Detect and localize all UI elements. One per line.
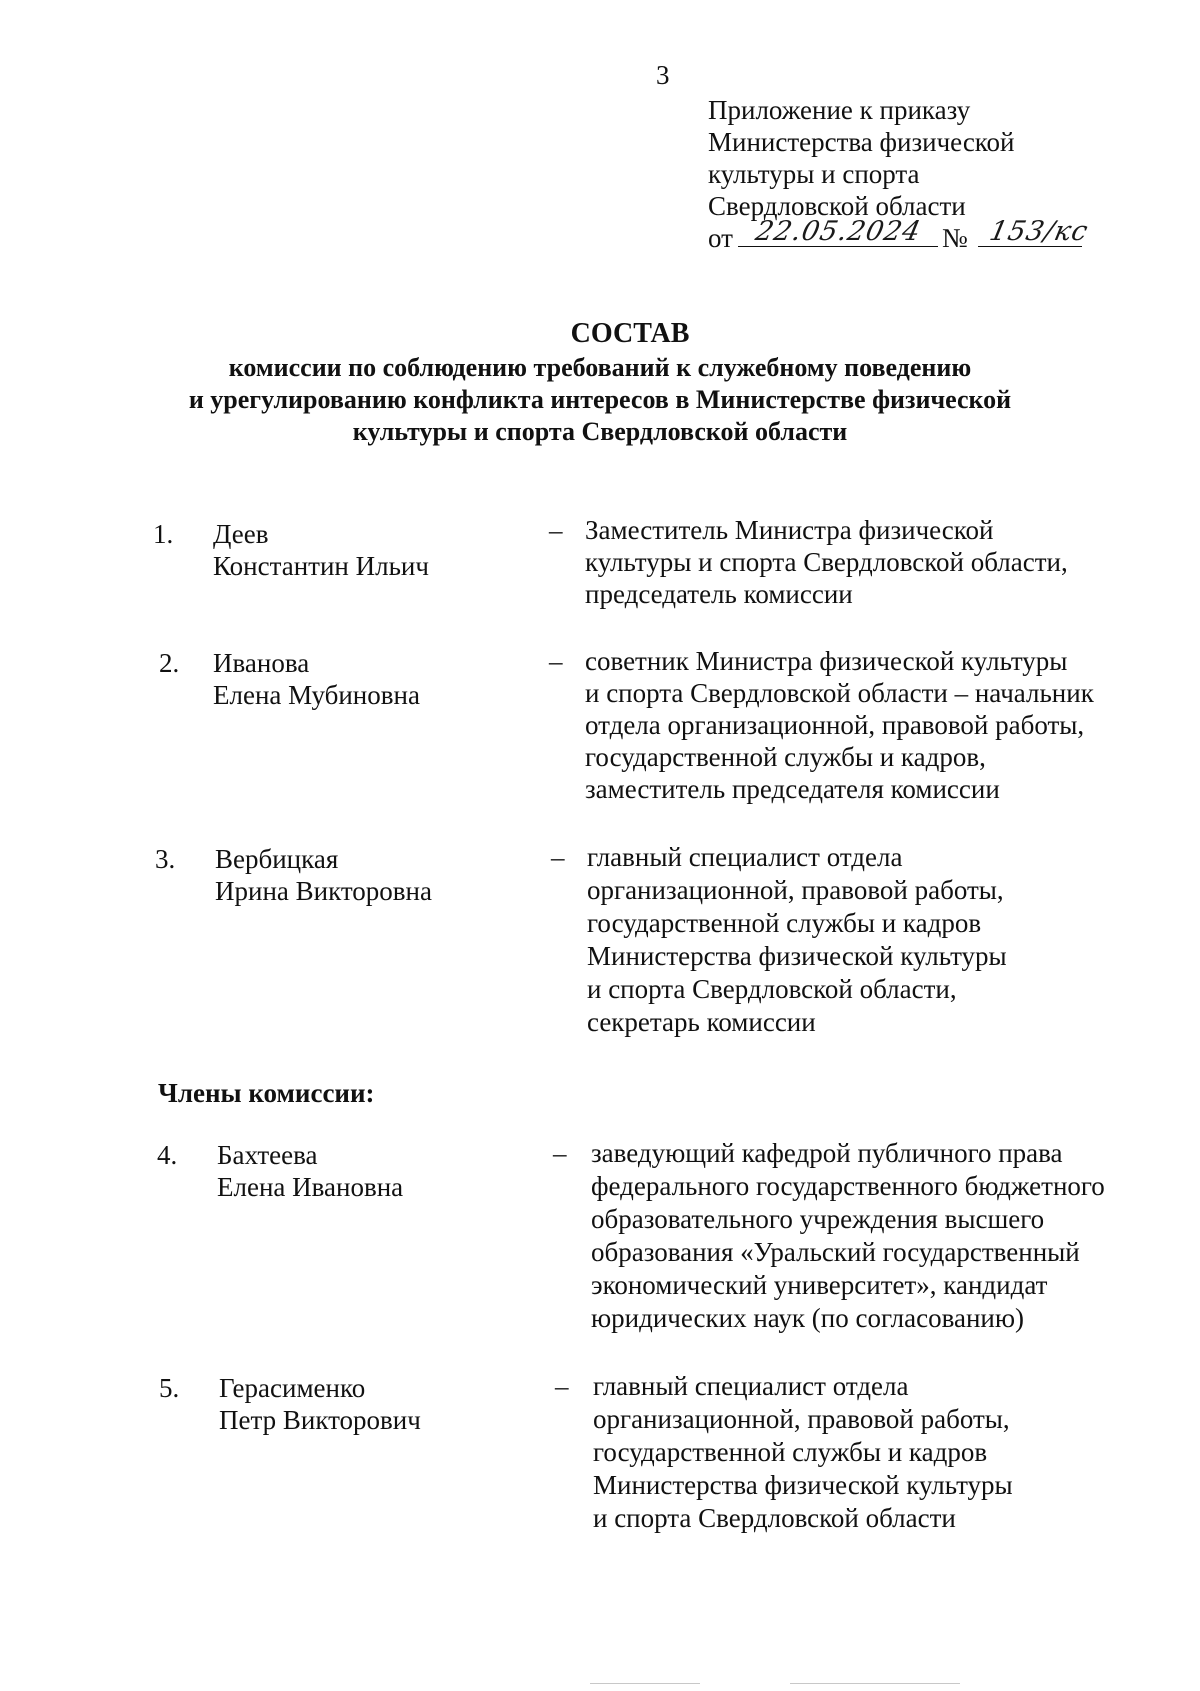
title-subtitle-line: и урегулированию конфликта интересов в Министерстве физической xyxy=(188,385,1012,414)
entry-surname: Герасименко xyxy=(219,1373,366,1403)
entry-role-line: организационной, правовой работы, xyxy=(593,1404,1010,1434)
entry-role-line: культуры и спорта Свердловской области, xyxy=(585,547,1068,577)
entry-role-line: Министерства физической культуры xyxy=(587,941,1007,971)
entry-number: 2. xyxy=(159,648,180,678)
entry-role-line: председатель комиссии xyxy=(585,579,853,609)
title-main: СОСТАВ xyxy=(570,318,690,349)
entry-role-line: образовательного учреждения высшего xyxy=(591,1204,1045,1234)
title-subtitle-line: культуры и спорта Свердловской области xyxy=(352,417,848,446)
entry-number: 4. xyxy=(157,1140,178,1170)
order-number-handwritten: 153/кс xyxy=(986,216,1092,247)
entry-surname: Деев xyxy=(213,519,269,549)
appendix-line: культуры и спорта xyxy=(708,159,920,189)
entry-role-line: федерального государственного бюджетного xyxy=(591,1171,1105,1201)
entry-role-line: и спорта Свердловской области xyxy=(593,1503,956,1533)
entry-role-line: организационной, правовой работы, xyxy=(587,875,1004,905)
entry-role-line: государственной службы и кадров xyxy=(593,1437,988,1467)
entry-dash: – xyxy=(555,1371,569,1401)
entry-role-line: Министерства физической культуры xyxy=(593,1470,1013,1500)
entry-role-line: государственной службы и кадров, xyxy=(585,742,986,772)
page-number: 3 xyxy=(656,60,670,90)
entry-number: 1. xyxy=(153,519,174,549)
entry-role-line: и спорта Свердловской области – начальник xyxy=(585,678,1094,708)
appendix-block xyxy=(708,94,1092,254)
scan-artifact-line xyxy=(590,1683,700,1684)
appendix-line: Приложение к приказу xyxy=(708,95,971,125)
entry-role-line: государственной службы и кадров xyxy=(587,908,982,938)
entry-role-line: заместитель председателя комиссии xyxy=(585,774,1000,804)
order-reference-line xyxy=(708,216,1092,254)
members-heading: Члены комиссии: xyxy=(158,1078,375,1108)
entry-role-line: главный специалист отдела xyxy=(587,842,903,872)
entry-dash: – xyxy=(549,646,563,676)
entry-dash: – xyxy=(551,842,565,872)
appendix-line: Свердловской области xyxy=(708,191,966,221)
entry-role-line: образования «Уральский государственный xyxy=(591,1237,1080,1267)
appendix-line: Министерства физической xyxy=(708,127,1015,157)
entry-given-names: Ирина Викторовна xyxy=(215,876,432,906)
entry-role-line: юридических наук (по согласованию) xyxy=(591,1303,1025,1333)
entry-dash: – xyxy=(549,515,563,545)
entry-role-line: советник Министра физической культуры xyxy=(585,646,1068,676)
entry-role-line: Заместитель Министра физической xyxy=(585,515,994,545)
entry-number: 5. xyxy=(159,1373,180,1403)
entry-role-line: и спорта Свердловской области, xyxy=(587,974,957,1004)
entry-number: 3. xyxy=(155,844,176,874)
entry-surname: Иванова xyxy=(213,648,310,678)
entry-surname: Бахтеева xyxy=(217,1140,318,1170)
entry-given-names: Константин Ильич xyxy=(213,551,429,581)
title-subtitle-line: комиссии по соблюдению требований к служебному поведению xyxy=(228,353,972,382)
entry-given-names: Елена Мубиновна xyxy=(213,680,420,710)
entry-role-line: секретарь комиссии xyxy=(587,1007,816,1037)
entry-surname: Вербицкая xyxy=(215,844,339,874)
entry-given-names: Петр Викторович xyxy=(219,1405,421,1435)
order-date-handwritten: 22.05.2024 xyxy=(752,216,924,247)
entry-role-line: главный специалист отдела xyxy=(593,1371,909,1401)
entry-given-names: Елена Ивановна xyxy=(217,1172,404,1202)
entry-role-line: отдела организационной, правовой работы, xyxy=(585,710,1085,740)
entry-dash: – xyxy=(553,1138,567,1168)
document-title xyxy=(0,316,1200,448)
entry-role-line: экономический университет», кандидат xyxy=(591,1270,1048,1300)
order-from-label: от xyxy=(708,223,733,253)
entry-role-line: заведующий кафедрой публичного права xyxy=(591,1138,1063,1168)
scan-artifact-line xyxy=(790,1683,960,1684)
order-number-label: № xyxy=(942,223,968,253)
